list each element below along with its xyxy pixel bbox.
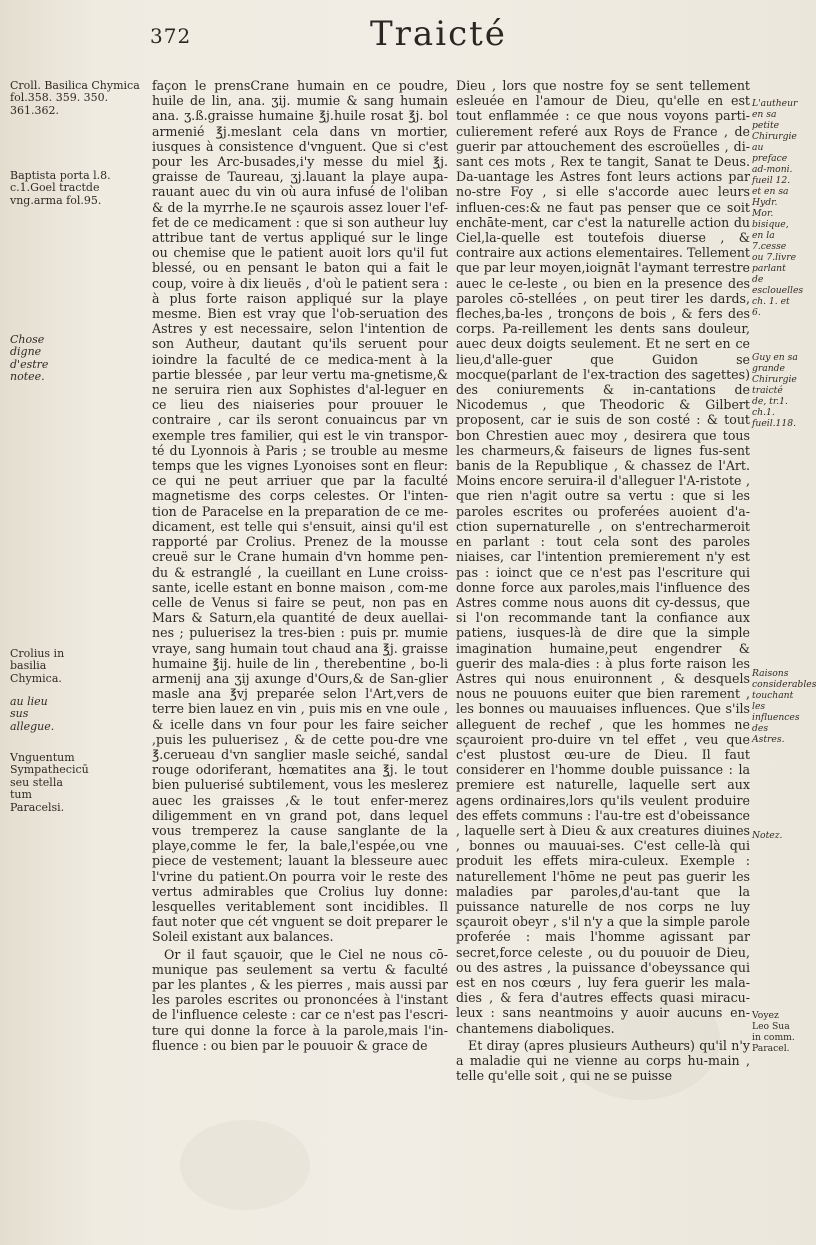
right-margin-note: Raisons considerables touchant les influences des Astres.	[752, 668, 816, 745]
left-margin-note: Croll. Basilica Chymica fol.358. 359. 350. 361.362.	[10, 79, 140, 117]
left-text-column	[152, 78, 448, 1055]
right-margin-note: Guy en sa grande Chirurgie traicté de, tr.1. ch.1. fueil.118.	[752, 352, 798, 429]
left-margin-note: Crolius in basilia Chymica.	[10, 647, 65, 685]
right-text-column	[456, 78, 750, 1085]
right-margin-note: L'autheur en sa petite Chirurgie au preface ad-moni. fueil 12. et en sa Hydr. Mor. bisique, en la 7.cesse ou 7.livre parlant de esclouelles ch. 1. et 6.	[752, 98, 804, 318]
paragraph: Et diray (apres plusieurs Autheurs) qu'il n'y a maladie qui ne vienne au corps hu-main , telle qu'elle soit , qui ne se puisse	[456, 1037, 750, 1084]
paragraph: Dieu , lors que nostre foy se sent tellement esleuée en l'amour de Dieu, qu'elle en est tout enflammée : ce que nous voyons parti-culierement referé aux Roys de France , de guerir par attouchement des escroüelles , di-sant ces mots , Rex te tangit, Sanat te Deus. Da-uantage les Astres font leurs actions par no-stre Foy , si elle s'accorde auec leurs influen-ces:& ne faut pas penser que ce soit enchāte-ment, car c'est la naturelle action du Ciel,la-quelle est toutefois diuerse , & contraire aux actions elementaires. Tellement que par leur moyen,ioignāt l'aymant terrestre auec le ce-leste , ou bien en la presence des paroles cō-stellées , on peut tirer les dards, fleches,ba-les , tronçons de bois , & fers des corps. Pa-reillement les dents sans douleur, auec deux doigts seulement. Et ne sert en ce lieu,d'alle-guer que Guidon se mocque(parlant de l'ex-traction des sagettes) des coniurements & in-cantations de Nicodemus , que Theodoric & Gilbert proposent, car ie suis de son costé : & tout bon Chrestien auec moy , desirera que tous les charmeurs,& faiseurs de lignes fus-sent banis de la Republique , & chassez de l'Art. Moins encore seruira-il d'alleguer l'A-ristote , que rien n'agit outre sa vertu : que si les paroles escrites ou proferées auoient d'a-ction supernaturelle , on s'entrecharmeroit en parlant : tout cela sont des paroles niaises, car l'intention premierement n'y est pas : ioinct que ce n'est pas l'escriture qui donne force aux paroles,mais l'influence des Astres comme nous auons dit cy-dessus, que si l'on recommande tant la confiance aux patiens, iusques-là de dire que la simple imagination humaine,peut engendrer & guerir des mala-dies : à plus forte raison les Astres qui nous enuironnent , & desquels nous ne pouuons euiter que bien rarement , les bonnes ou mauuaises influences. Que s'ils alleguent de rechef , que les hommes ne sçauroient pro-duire vn tel effet , veu que c'est plustost œu-ure de Dieu. Il faut considerer en l'homme double puissance : la premiere est naturelle, laquelle sert aux agens ordinaires,lors qu'ils veulent produire des effets communs : l'au-tre est d'obeissance , laquelle sert à Dieu & aux creatures diuines , bonnes ou mauuai-ses. C'est celle-là qui produit les effets mira-culeux. Exemple : naturellement l'hōme ne peut pas guerir les maladies par paroles,d'au-tant que la puissance naturelle de nos corps ne luy sçauroit obeyr , s'il n'y a que la simple parole proferée : mais l'homme agissant par secret,force celeste , ou du pouuoir de Dieu, ou des astres , la puissance d'obeyssance qui est en nos cœurs , luy fera guerir les mala-dies , & fera d'autres effects quasi miracu-leux : sans neantmoins y auoir aucuns en-chantemens diaboliques.	[456, 78, 750, 1036]
paper-stain	[180, 1120, 310, 1210]
left-margin-note: Baptista porta l.8. c.1.Goel tractde vng.arma fol.95.	[10, 169, 111, 207]
left-margin-note: Chose digne d'estre notee.	[10, 333, 49, 384]
paragraph: Or il faut sçauoir, que le Ciel ne nous cō-munique pas seulement sa vertu & faculté par les plantes , & les pierres , mais aussi par les paroles escrites ou prononcées à l'instant de l'influence celeste : car ce n'est pas l'escri-ture qui donne la force à la parole,mais l'in-fluence : ou bien par le pouuoir & grace de	[152, 946, 448, 1053]
right-margin-note: Notez.	[752, 830, 783, 841]
left-margin-note: au lieu sus allegue.	[10, 695, 55, 733]
paragraph: façon le prensCrane humain en ce poudre, huile de lin, ana. ʒij. mumie & sang humain ana. ʒ.ß.graisse humaine ℥j.huile rosat ℥j. bol armenié ℥j.meslant cela dans vn mortier, iusques à consistence d'vnguent. Que si c'est pour les Arc-busades,i'y messe du miel ℥j. graisse de Taureau, ʒj.lauant la playe aupa-rauant auec du vin où aura infusé de l'oliban & de la myrrhe.Ie ne sçaurois assez louer l'ef-fet de ce medicament : que si son autheur luy attribue tant de vertus appliqué sur le linge ou chemise que le patient auoit lors qu'il fut blessé, ou en pensant le baton qui a fait le coup, voire à dix lieuës , d'où le patient sera : à plus forte raison appliqué sur la playe mesme. Bien est vray que l'ob-seruation des Astres y est necessaire, selon l'intention de son Autheur, dautant qu'ils seruent pour ioindre la faculté de ce medica-ment à la partie blessée , par leur vertu ma-gnetisme,& ne seruira rien aux Sophistes d'al-leguer en ce lieu des niaiseries pour prouuer le contraire , car ils seront conuaincus par vn exemple tres familier, qui est le vin transpor-té du Lyonnois à Paris ; se trouble au mesme temps que les vignes Lyonoises sont en fleur: ce qui ne peut arriuer que par la faculté magnetisme des corps celestes. Or l'inten-tion de Paracelse en la preparation de ce me-dicament, est telle qui s'ensuit, ainsi qu'il est rapporté par Crolius. Prenez de la mousse creuë sur le Crane humain d'vn homme pen-du & estranglé , la cueillant en Lune croiss-sante, icelle estant en bonne maison , com-me celle de Venus si faire se peut, non pas en Mars & Saturn,ela quantité de deux auellai-nes ; puluerisez la tres-bien : puis pr. mumie vraye, sang humain tout chaud ana ℥j. graisse humaine ℥ij. huile de lin , therebentine , bo-li armenij ana ʒij axunge d'Ours,& de San-glier masle ana ℥vj preparée selon l'Art,vers de terre bien lauez en vin , puis mis en vne oule , & icelle dans vn four pour les faire seicher ,puis les puluerisez , & de cette pou-dre vne ℥.cerueau d'vn sanglier masle seiché, sandal rouge odoriferant, hœmatites ana ℥j. le tout bien puluerisé subtilement, vous les meslerez auec les graisses ,& le tout enfer-merez diligemment en vn grand pot, dans lequel vous tremperez la cause sanglante de la playe,comme le fer, la bale,l'espée,ou vne piece de vestement; lauant la blesseure auec l'vrine du patient.On pourra voir le reste des vertus admirables que Crolius luy donne: lesquelles veritablement sont incidibles. Il faut noter que cét vnguent se doit preparer le Soleil existant aux balances.	[152, 78, 448, 945]
page-header	[150, 14, 570, 58]
folio-number: 372	[150, 24, 192, 48]
right-margin-note: Voyez Leo Sua in comm. Paracel.	[752, 1010, 795, 1054]
left-margin-note: Vnguentum Sympathecicū seu stella tum Paracelsi.	[10, 751, 89, 814]
running-title: Traicté	[370, 14, 507, 54]
